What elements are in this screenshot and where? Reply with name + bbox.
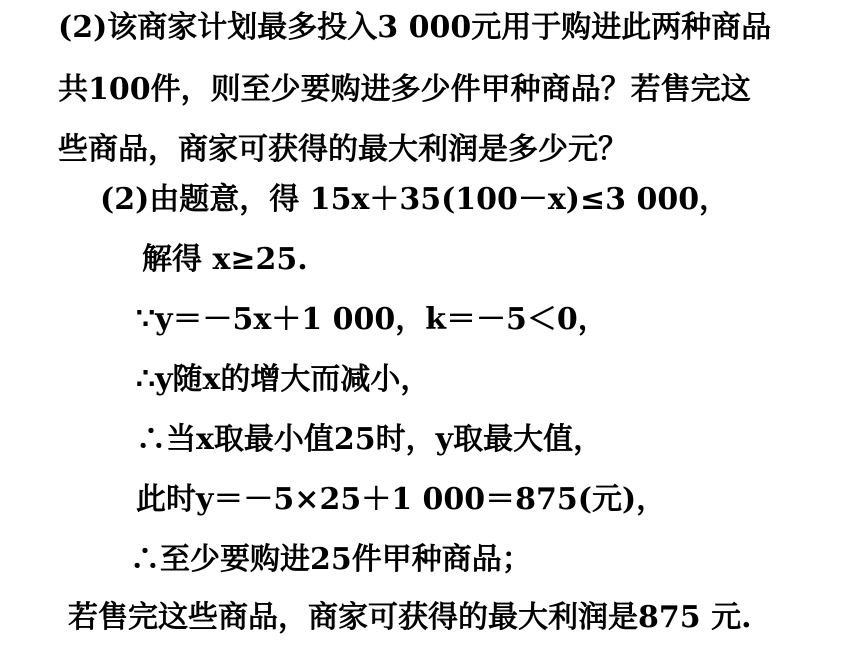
solution-line-5: ∴当x取最小值25时，y取最大值， — [136, 422, 604, 457]
solution-line-3: ∵y＝－5x＋1 000，k＝－5＜0， — [136, 302, 608, 337]
solution-line-1: (2)由题意，得 15x＋35(100－x)≤3 000， — [100, 182, 730, 217]
solution-line-8: 若售完这些商品，商家可获得的最大利润是875 元. — [68, 600, 752, 635]
solution-line-7: ∴至少要购进25件甲种商品； — [130, 542, 532, 577]
question-line-1: (2)该商家计划最多投入3 000元用于购进此两种商品 — [58, 10, 772, 45]
solution-line-2: 解得 x≥25. — [142, 242, 308, 277]
question-line-2: 共100件，则至少要购进多少件甲种商品？若售完这 — [58, 72, 751, 107]
solution-line-6: 此时y＝－5×25＋1 000＝875(元)， — [136, 482, 667, 517]
solution-line-4: ∴y随x的增大而减小， — [136, 362, 431, 397]
question-line-3: 些商品，商家可获得的最大利润是多少元？ — [58, 132, 628, 167]
